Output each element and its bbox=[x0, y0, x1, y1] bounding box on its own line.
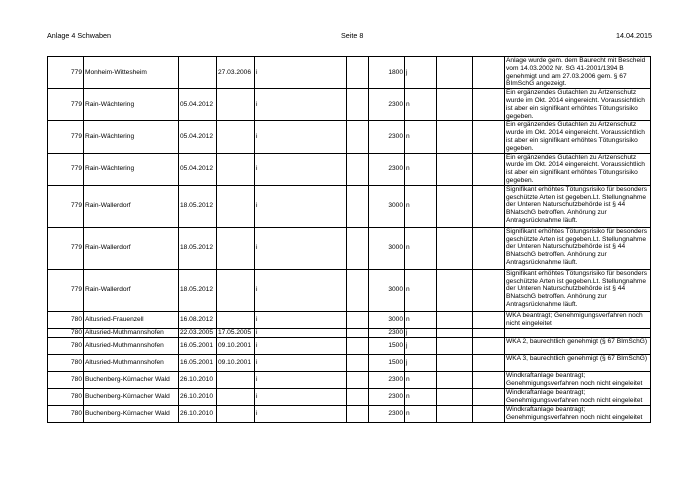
table-row bbox=[48, 405, 651, 422]
approval-flag: n bbox=[405, 269, 437, 311]
approval-flag: n bbox=[405, 311, 437, 328]
table-row bbox=[48, 121, 651, 153]
table-row bbox=[48, 354, 651, 371]
empty-cell bbox=[437, 89, 473, 121]
location-name: Altusried-Muthmannshofen bbox=[84, 337, 179, 354]
row-number: 779 bbox=[48, 153, 84, 185]
power-kw: 2300 bbox=[369, 121, 405, 153]
empty-cell bbox=[437, 371, 473, 388]
table-row bbox=[48, 388, 651, 405]
empty-cell bbox=[473, 121, 505, 153]
row-number: 779 bbox=[48, 185, 84, 227]
application-date: 05.04.2012 bbox=[179, 153, 217, 185]
remarks: Windkraftanlage beantragt; Genehmigungsverfahren noch nicht eingeleitet bbox=[505, 388, 651, 405]
empty-cell bbox=[347, 121, 369, 153]
application-date: 05.04.2012 bbox=[179, 121, 217, 153]
header-left: Anlage 4 Schwaben bbox=[47, 31, 111, 40]
status-flag: i bbox=[255, 405, 347, 422]
empty-cell bbox=[437, 269, 473, 311]
application-date: 26.10.2010 bbox=[179, 371, 217, 388]
application-date: 05.04.2012 bbox=[179, 89, 217, 121]
empty-cell bbox=[437, 354, 473, 371]
approval-flag: n bbox=[405, 121, 437, 153]
application-date: 16.08.2012 bbox=[179, 311, 217, 328]
location-name: Monheim-Wittesheim bbox=[84, 57, 179, 89]
approval-flag: j bbox=[405, 337, 437, 354]
power-kw: 1800 bbox=[369, 57, 405, 89]
empty-cell bbox=[347, 328, 369, 337]
power-kw: 3000 bbox=[369, 311, 405, 328]
approval-date bbox=[217, 269, 255, 311]
empty-cell bbox=[347, 185, 369, 227]
header-page-number: Seite 8 bbox=[341, 31, 364, 40]
empty-cell bbox=[473, 405, 505, 422]
table-row bbox=[48, 337, 651, 354]
remarks: Signifikant erhöhtes Tötungsrisiko für besonders geschützte Arten ist gegeben.Lt. Stellungnahme der Unteren Naturschutzbehörde ist § 44 BNatschG betroffen. Anhörung zur Antragsrücknahme läuft. bbox=[505, 185, 651, 227]
status-flag: i bbox=[255, 388, 347, 405]
empty-cell bbox=[473, 311, 505, 328]
location-name: Altusried-Frauenzell bbox=[84, 311, 179, 328]
approval-date bbox=[217, 371, 255, 388]
location-name: Rain-Wallerdorf bbox=[84, 269, 179, 311]
remarks: Anlage wurde gem. dem Baurecht mit Bescheid vom 14.03.2002 Nr. SG 41-2001/1394 B genehmigt und am 27.03.2006 gem. § 67 BImSchG angezeigt. bbox=[505, 57, 651, 89]
approval-date bbox=[217, 388, 255, 405]
empty-cell bbox=[437, 405, 473, 422]
table-row bbox=[48, 371, 651, 388]
location-name: Altusried-Muthmannshofen bbox=[84, 328, 179, 337]
remarks: Windkraftanlage beantragt; Genehmigungsverfahren noch nicht eingeleitet bbox=[505, 405, 651, 422]
approval-date bbox=[217, 121, 255, 153]
location-name: Buchenberg-Kürnacher Wald bbox=[84, 388, 179, 405]
header-date: 14.04.2015 bbox=[616, 31, 652, 40]
empty-cell bbox=[473, 153, 505, 185]
power-kw: 3000 bbox=[369, 185, 405, 227]
approval-flag: n bbox=[405, 405, 437, 422]
approval-date: 17.05.2005 bbox=[217, 328, 255, 337]
remarks: WKA 3, baurechtlich genehmigt (§ 67 BImSchG) bbox=[505, 354, 651, 371]
empty-cell bbox=[347, 354, 369, 371]
application-date: 26.10.2010 bbox=[179, 405, 217, 422]
power-kw: 2300 bbox=[369, 89, 405, 121]
table-body bbox=[48, 57, 651, 423]
empty-cell bbox=[473, 269, 505, 311]
application-date bbox=[179, 57, 217, 89]
power-kw: 1500 bbox=[369, 337, 405, 354]
empty-cell bbox=[347, 371, 369, 388]
remarks: Ein ergänzendes Gutachten zu Artzenschutz wurde im Okt. 2014 eingereicht. Voraussichtlich ist aber ein signifikant erhöhtes Tötungsrisiko gegeben. bbox=[505, 121, 651, 153]
empty-cell bbox=[473, 328, 505, 337]
status-flag: i bbox=[255, 121, 347, 153]
approval-date bbox=[217, 153, 255, 185]
empty-cell bbox=[473, 185, 505, 227]
remarks: WKA beantragt; Genehmigungsverfahren noch nicht eingeleitet bbox=[505, 311, 651, 328]
empty-cell bbox=[473, 89, 505, 121]
empty-cell bbox=[437, 185, 473, 227]
row-number: 779 bbox=[48, 121, 84, 153]
row-number: 779 bbox=[48, 227, 84, 269]
row-number: 779 bbox=[48, 269, 84, 311]
application-date: 18.05.2012 bbox=[179, 227, 217, 269]
empty-cell bbox=[347, 405, 369, 422]
remarks: Signifikant erhöhtes Tötungsrisiko für besonders geschützte Arten ist gegeben.Lt. Stellungnahme der Unteren Naturschutzbehörde ist § 44 BNatschG betroffen. Anhörung zur Antragsrücknahme läuft. bbox=[505, 269, 651, 311]
application-date: 18.05.2012 bbox=[179, 269, 217, 311]
remarks: Signifikant erhöhtes Tötungsrisiko für besonders geschützte Arten ist gegeben.Lt. Stellungnahme der Unteren Naturschutzbehörde ist § 44 BNatschG betroffen. Anhörung zur Antragsrücknahme läuft. bbox=[505, 227, 651, 269]
empty-cell bbox=[437, 227, 473, 269]
location-name: Rain-Wallerdorf bbox=[84, 185, 179, 227]
power-kw: 3000 bbox=[369, 227, 405, 269]
approval-date bbox=[217, 227, 255, 269]
approval-flag: n bbox=[405, 153, 437, 185]
approval-flag: n bbox=[405, 185, 437, 227]
remarks bbox=[505, 328, 651, 337]
table-row bbox=[48, 89, 651, 121]
approval-flag: j bbox=[405, 328, 437, 337]
table-row bbox=[48, 311, 651, 328]
empty-cell bbox=[437, 337, 473, 354]
empty-cell bbox=[347, 388, 369, 405]
status-flag: i bbox=[255, 89, 347, 121]
location-name: Rain-Wächtering bbox=[84, 153, 179, 185]
remarks: Ein ergänzendes Gutachten zu Artzenschutz wurde im Okt. 2014 eingereicht. Voraussichtlich ist aber ein signifikant erhöhtes Tötungsrisiko gegeben. bbox=[505, 153, 651, 185]
location-name: Rain-Wächtering bbox=[84, 121, 179, 153]
row-number: 780 bbox=[48, 328, 84, 337]
approval-date bbox=[217, 405, 255, 422]
empty-cell bbox=[437, 388, 473, 405]
table-row bbox=[48, 227, 651, 269]
power-kw: 2300 bbox=[369, 153, 405, 185]
power-kw: 2300 bbox=[369, 328, 405, 337]
empty-cell bbox=[473, 227, 505, 269]
location-name: Rain-Wächtering bbox=[84, 89, 179, 121]
row-number: 780 bbox=[48, 354, 84, 371]
row-number: 780 bbox=[48, 337, 84, 354]
application-date: 22.03.2005 bbox=[179, 328, 217, 337]
empty-cell bbox=[347, 57, 369, 89]
status-flag: i bbox=[255, 153, 347, 185]
empty-cell bbox=[473, 337, 505, 354]
power-kw: 1500 bbox=[369, 354, 405, 371]
table-row bbox=[48, 328, 651, 337]
approval-date bbox=[217, 311, 255, 328]
empty-cell bbox=[347, 153, 369, 185]
row-number: 780 bbox=[48, 388, 84, 405]
power-kw: 3000 bbox=[369, 269, 405, 311]
empty-cell bbox=[437, 57, 473, 89]
status-flag: i bbox=[255, 227, 347, 269]
approval-flag: j bbox=[405, 57, 437, 89]
remarks: Windkraftanlage beantragt; Genehmigungsverfahren noch nicht eingeleitet bbox=[505, 371, 651, 388]
row-number: 780 bbox=[48, 311, 84, 328]
status-flag: i bbox=[255, 269, 347, 311]
row-number: 780 bbox=[48, 405, 84, 422]
status-flag: i bbox=[255, 371, 347, 388]
table-row bbox=[48, 269, 651, 311]
status-flag: i bbox=[255, 328, 347, 337]
empty-cell bbox=[347, 89, 369, 121]
row-number: 780 bbox=[48, 371, 84, 388]
power-kw: 2300 bbox=[369, 371, 405, 388]
empty-cell bbox=[437, 328, 473, 337]
empty-cell bbox=[347, 311, 369, 328]
remarks: WKA 2, baurechtlich genehmigt (§ 67 BImSchG) bbox=[505, 337, 651, 354]
status-flag: i bbox=[255, 185, 347, 227]
status-flag: i bbox=[255, 311, 347, 328]
row-number: 779 bbox=[48, 57, 84, 89]
approval-date bbox=[217, 185, 255, 227]
empty-cell bbox=[347, 337, 369, 354]
empty-cell bbox=[437, 153, 473, 185]
location-name: Rain-Wallerdorf bbox=[84, 227, 179, 269]
table-row bbox=[48, 57, 651, 89]
empty-cell bbox=[473, 57, 505, 89]
power-kw: 2300 bbox=[369, 405, 405, 422]
approval-flag: n bbox=[405, 371, 437, 388]
approval-date: 09.10.2001 bbox=[217, 337, 255, 354]
power-kw: 2300 bbox=[369, 388, 405, 405]
status-flag: i bbox=[255, 337, 347, 354]
wind-turbine-table bbox=[47, 56, 651, 423]
empty-cell bbox=[437, 311, 473, 328]
empty-cell bbox=[473, 371, 505, 388]
table-row bbox=[48, 185, 651, 227]
location-name: Altusried-Muthmannshofen bbox=[84, 354, 179, 371]
approval-flag: j bbox=[405, 354, 437, 371]
application-date: 16.05.2001 bbox=[179, 337, 217, 354]
empty-cell bbox=[347, 269, 369, 311]
location-name: Buchenberg-Kürnacher Wald bbox=[84, 371, 179, 388]
approval-date bbox=[217, 89, 255, 121]
approval-date: 27.03.2006 bbox=[217, 57, 255, 89]
approval-flag: n bbox=[405, 89, 437, 121]
status-flag: i bbox=[255, 57, 347, 89]
status-flag: i bbox=[255, 354, 347, 371]
application-date: 16.05.2001 bbox=[179, 354, 217, 371]
empty-cell bbox=[473, 354, 505, 371]
approval-flag: n bbox=[405, 388, 437, 405]
empty-cell bbox=[347, 227, 369, 269]
row-number: 779 bbox=[48, 89, 84, 121]
empty-cell bbox=[437, 121, 473, 153]
table-row bbox=[48, 153, 651, 185]
application-date: 18.05.2012 bbox=[179, 185, 217, 227]
empty-cell bbox=[473, 388, 505, 405]
application-date: 26.10.2010 bbox=[179, 388, 217, 405]
location-name: Buchenberg-Kürnacher Wald bbox=[84, 405, 179, 422]
approval-flag: n bbox=[405, 227, 437, 269]
remarks: Ein ergänzendes Gutachten zu Artzenschutz wurde im Okt. 2014 eingereicht. Voraussichtlich ist aber ein signifikant erhöhtes Tötungsrisiko gegeben. bbox=[505, 89, 651, 121]
approval-date: 09.10.2001 bbox=[217, 354, 255, 371]
